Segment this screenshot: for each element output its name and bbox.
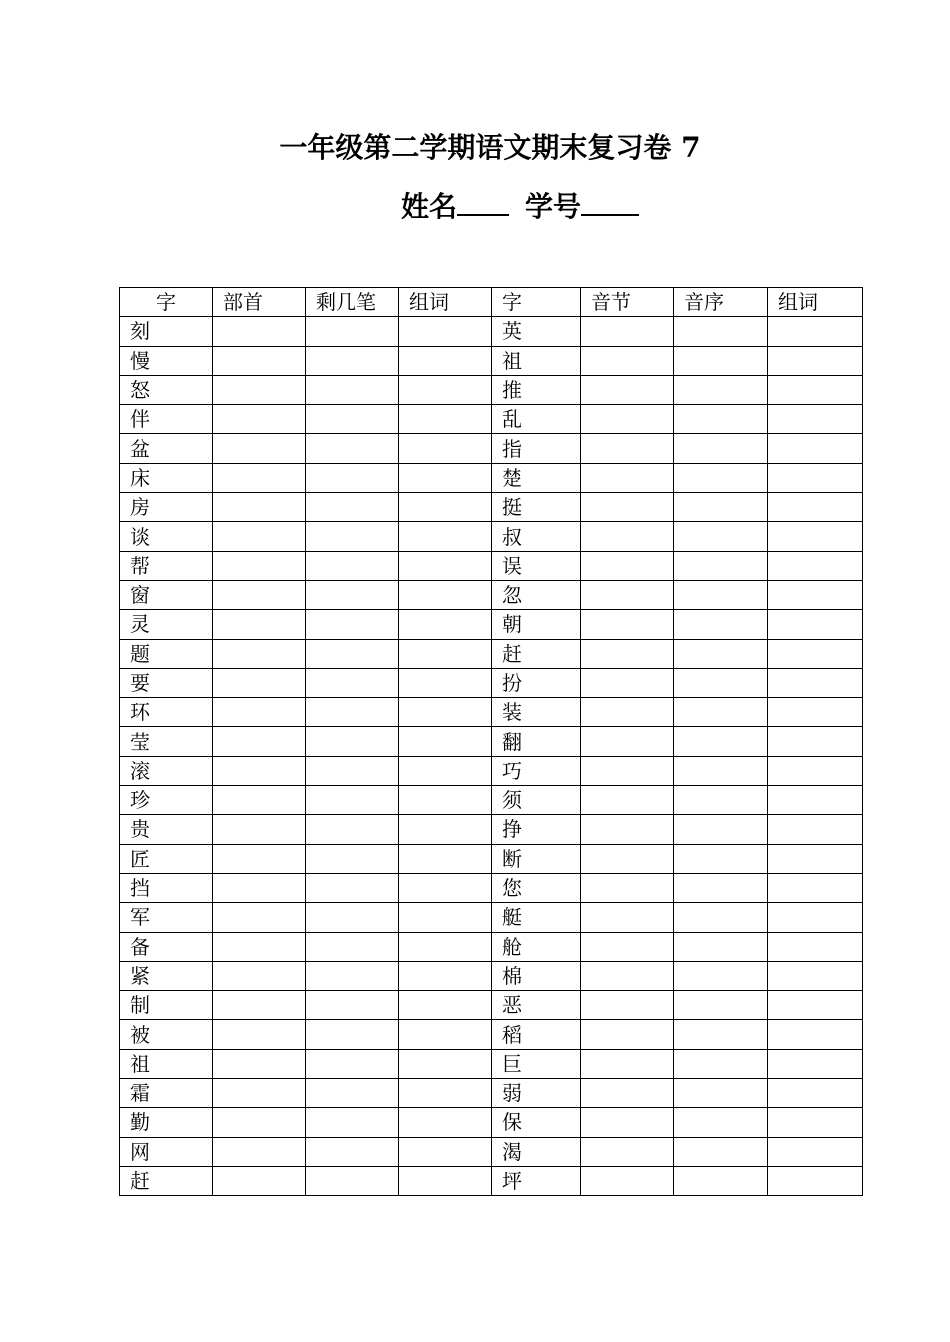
char-left-cell: 房 (120, 493, 213, 522)
char-left-cell: 帮 (120, 551, 213, 580)
remaining-strokes-cell[interactable] (306, 873, 399, 902)
syllable-cell[interactable] (581, 580, 674, 609)
word-left-cell[interactable] (399, 317, 492, 346)
remaining-strokes-cell[interactable] (306, 961, 399, 990)
initial-cell[interactable] (674, 815, 768, 844)
word-left-cell[interactable] (399, 727, 492, 756)
radical-cell[interactable] (213, 405, 306, 434)
word-left-cell[interactable] (399, 1166, 492, 1195)
char-right-cell: 您 (492, 873, 581, 902)
word-right-cell[interactable] (768, 1049, 863, 1078)
remaining-strokes-cell[interactable] (306, 786, 399, 815)
initial-cell[interactable] (674, 610, 768, 639)
initial-cell[interactable] (674, 844, 768, 873)
word-right-cell[interactable] (768, 1166, 863, 1195)
radical-cell[interactable] (213, 815, 306, 844)
word-right-cell[interactable] (768, 1108, 863, 1137)
table-row (120, 786, 863, 815)
table-row (120, 932, 863, 961)
char-right-cell: 叔 (492, 522, 581, 551)
word-right-cell[interactable] (768, 991, 863, 1020)
word-right-cell[interactable] (768, 698, 863, 727)
syllable-cell[interactable] (581, 991, 674, 1020)
char-right-cell: 忽 (492, 580, 581, 609)
radical-cell[interactable] (213, 493, 306, 522)
remaining-strokes-cell[interactable] (306, 610, 399, 639)
char-right-cell: 装 (492, 698, 581, 727)
word-left-cell[interactable] (399, 873, 492, 902)
table-row (120, 668, 863, 697)
remaining-strokes-cell[interactable] (306, 1108, 399, 1137)
initial-cell[interactable] (674, 317, 768, 346)
table-row (120, 1049, 863, 1078)
header-word-left: 组词 (399, 288, 492, 317)
syllable-cell[interactable] (581, 873, 674, 902)
char-left-cell: 怒 (120, 375, 213, 404)
initial-cell[interactable] (674, 551, 768, 580)
remaining-strokes-cell[interactable] (306, 1166, 399, 1195)
table-row (120, 1079, 863, 1108)
char-left-cell: 霜 (120, 1079, 213, 1108)
word-left-cell[interactable] (399, 698, 492, 727)
initial-cell[interactable] (674, 346, 768, 375)
name-blank[interactable] (457, 190, 509, 216)
char-left-cell: 伴 (120, 405, 213, 434)
remaining-strokes-cell[interactable] (306, 551, 399, 580)
word-left-cell[interactable] (399, 580, 492, 609)
word-left-cell[interactable] (399, 1108, 492, 1137)
radical-cell[interactable] (213, 317, 306, 346)
syllable-cell[interactable] (581, 727, 674, 756)
word-left-cell[interactable] (399, 1137, 492, 1166)
header-char-left: 字 (120, 288, 213, 317)
char-right-cell: 稻 (492, 1020, 581, 1049)
char-left-cell: 谈 (120, 522, 213, 551)
word-right-cell[interactable] (768, 434, 863, 463)
initial-cell[interactable] (674, 756, 768, 785)
initial-cell[interactable] (674, 1079, 768, 1108)
syllable-cell[interactable] (581, 1137, 674, 1166)
char-right-cell: 坪 (492, 1166, 581, 1195)
remaining-strokes-cell[interactable] (306, 405, 399, 434)
header-remaining-strokes: 剩几笔 (306, 288, 399, 317)
radical-cell[interactable] (213, 903, 306, 932)
word-left-cell[interactable] (399, 493, 492, 522)
syllable-cell[interactable] (581, 493, 674, 522)
character-worksheet-table (119, 287, 863, 1196)
table-row (120, 815, 863, 844)
word-right-cell[interactable] (768, 346, 863, 375)
char-left-cell: 床 (120, 463, 213, 492)
char-right-cell: 挣 (492, 815, 581, 844)
char-right-cell: 棉 (492, 961, 581, 990)
word-right-cell[interactable] (768, 522, 863, 551)
initial-cell[interactable] (674, 375, 768, 404)
initial-cell[interactable] (674, 639, 768, 668)
remaining-strokes-cell[interactable] (306, 727, 399, 756)
word-right-cell[interactable] (768, 756, 863, 785)
char-left-cell: 挡 (120, 873, 213, 902)
radical-cell[interactable] (213, 610, 306, 639)
radical-cell[interactable] (213, 991, 306, 1020)
word-left-cell[interactable] (399, 815, 492, 844)
table-row (120, 317, 863, 346)
syllable-cell[interactable] (581, 786, 674, 815)
word-right-cell[interactable] (768, 580, 863, 609)
syllable-cell[interactable] (581, 1079, 674, 1108)
student-info-line (0, 185, 950, 225)
word-right-cell[interactable] (768, 786, 863, 815)
char-right-cell: 艇 (492, 903, 581, 932)
radical-cell[interactable] (213, 1108, 306, 1137)
table-body (120, 288, 863, 1196)
word-left-cell[interactable] (399, 991, 492, 1020)
char-right-cell: 挺 (492, 493, 581, 522)
char-left-cell: 网 (120, 1137, 213, 1166)
table-row (120, 522, 863, 551)
char-left-cell: 灵 (120, 610, 213, 639)
table-row (120, 405, 863, 434)
table-row (120, 961, 863, 990)
radical-cell[interactable] (213, 1020, 306, 1049)
remaining-strokes-cell[interactable] (306, 698, 399, 727)
table-row (120, 551, 863, 580)
table-row (120, 1137, 863, 1166)
word-left-cell[interactable] (399, 346, 492, 375)
word-left-cell[interactable] (399, 1049, 492, 1078)
char-right-cell: 翻 (492, 727, 581, 756)
word-left-cell[interactable] (399, 668, 492, 697)
initial-cell[interactable] (674, 434, 768, 463)
table-row (120, 844, 863, 873)
char-left-cell: 备 (120, 932, 213, 961)
remaining-strokes-cell[interactable] (306, 375, 399, 404)
initial-cell[interactable] (674, 961, 768, 990)
char-right-cell: 保 (492, 1108, 581, 1137)
char-left-cell: 制 (120, 991, 213, 1020)
radical-cell[interactable] (213, 786, 306, 815)
word-left-cell[interactable] (399, 434, 492, 463)
char-right-cell: 楚 (492, 463, 581, 492)
char-left-cell: 勤 (120, 1108, 213, 1137)
table-row (120, 1020, 863, 1049)
table-row (120, 698, 863, 727)
word-right-cell[interactable] (768, 1137, 863, 1166)
table-row (120, 873, 863, 902)
remaining-strokes-cell[interactable] (306, 434, 399, 463)
radical-cell[interactable] (213, 434, 306, 463)
char-left-cell: 环 (120, 698, 213, 727)
header-initial: 音序 (674, 288, 768, 317)
initial-cell[interactable] (674, 1049, 768, 1078)
word-right-cell[interactable] (768, 405, 863, 434)
header-word-right: 组词 (768, 288, 863, 317)
remaining-strokes-cell[interactable] (306, 317, 399, 346)
initial-cell[interactable] (674, 463, 768, 492)
word-right-cell[interactable] (768, 903, 863, 932)
char-left-cell: 祖 (120, 1049, 213, 1078)
page-title: 一年级第二学期语文期末复习卷 7 (279, 131, 701, 164)
initial-cell[interactable] (674, 1137, 768, 1166)
initial-cell[interactable] (674, 1166, 768, 1195)
remaining-strokes-cell[interactable] (306, 346, 399, 375)
radical-cell[interactable] (213, 756, 306, 785)
initial-cell[interactable] (674, 580, 768, 609)
radical-cell[interactable] (213, 463, 306, 492)
word-left-cell[interactable] (399, 522, 492, 551)
remaining-strokes-cell[interactable] (306, 1137, 399, 1166)
radical-cell[interactable] (213, 375, 306, 404)
syllable-cell[interactable] (581, 522, 674, 551)
word-left-cell[interactable] (399, 903, 492, 932)
word-right-cell[interactable] (768, 375, 863, 404)
radical-cell[interactable] (213, 346, 306, 375)
char-right-cell: 断 (492, 844, 581, 873)
char-left-cell: 要 (120, 668, 213, 697)
number-blank[interactable] (581, 190, 639, 216)
radical-cell[interactable] (213, 727, 306, 756)
syllable-cell[interactable] (581, 639, 674, 668)
syllable-cell[interactable] (581, 375, 674, 404)
header-radical: 部首 (213, 288, 306, 317)
header-char-right: 字 (492, 288, 581, 317)
remaining-strokes-cell[interactable] (306, 991, 399, 1020)
radical-cell[interactable] (213, 1137, 306, 1166)
syllable-cell[interactable] (581, 698, 674, 727)
word-right-cell[interactable] (768, 961, 863, 990)
number-label: 学号 (525, 190, 582, 223)
word-left-cell[interactable] (399, 756, 492, 785)
syllable-cell[interactable] (581, 756, 674, 785)
word-right-cell[interactable] (768, 727, 863, 756)
word-left-cell[interactable] (399, 786, 492, 815)
word-right-cell[interactable] (768, 873, 863, 902)
remaining-strokes-cell[interactable] (306, 903, 399, 932)
syllable-cell[interactable] (581, 815, 674, 844)
table-row (120, 727, 863, 756)
table-row (120, 375, 863, 404)
word-right-cell[interactable] (768, 610, 863, 639)
initial-cell[interactable] (674, 873, 768, 902)
word-left-cell[interactable] (399, 844, 492, 873)
char-right-cell: 朝 (492, 610, 581, 639)
name-label: 姓名 (400, 190, 457, 223)
word-right-cell[interactable] (768, 639, 863, 668)
char-left-cell: 贵 (120, 815, 213, 844)
remaining-strokes-cell[interactable] (306, 1079, 399, 1108)
radical-cell[interactable] (213, 844, 306, 873)
word-right-cell[interactable] (768, 551, 863, 580)
syllable-cell[interactable] (581, 551, 674, 580)
radical-cell[interactable] (213, 1166, 306, 1195)
remaining-strokes-cell[interactable] (306, 932, 399, 961)
table-header-row (120, 288, 863, 317)
char-right-cell: 巨 (492, 1049, 581, 1078)
syllable-cell[interactable] (581, 844, 674, 873)
table-row (120, 991, 863, 1020)
word-left-cell[interactable] (399, 639, 492, 668)
word-right-cell[interactable] (768, 668, 863, 697)
char-right-cell: 恶 (492, 991, 581, 1020)
word-right-cell[interactable] (768, 317, 863, 346)
table-row (120, 756, 863, 785)
char-left-cell: 珍 (120, 786, 213, 815)
remaining-strokes-cell[interactable] (306, 580, 399, 609)
radical-cell[interactable] (213, 698, 306, 727)
char-left-cell: 窗 (120, 580, 213, 609)
char-left-cell: 刻 (120, 317, 213, 346)
syllable-cell[interactable] (581, 610, 674, 639)
char-right-cell: 弱 (492, 1079, 581, 1108)
header-syllable: 音节 (581, 288, 674, 317)
char-right-cell: 舱 (492, 932, 581, 961)
table-row (120, 434, 863, 463)
char-right-cell: 渴 (492, 1137, 581, 1166)
char-right-cell: 祖 (492, 346, 581, 375)
remaining-strokes-cell[interactable] (306, 522, 399, 551)
syllable-cell[interactable] (581, 961, 674, 990)
table-row (120, 1166, 863, 1195)
syllable-cell[interactable] (581, 1166, 674, 1195)
remaining-strokes-cell[interactable] (306, 1020, 399, 1049)
syllable-cell[interactable] (581, 1049, 674, 1078)
char-left-cell: 赶 (120, 1166, 213, 1195)
char-left-cell: 被 (120, 1020, 213, 1049)
word-right-cell[interactable] (768, 815, 863, 844)
word-right-cell[interactable] (768, 932, 863, 961)
char-left-cell: 军 (120, 903, 213, 932)
remaining-strokes-cell[interactable] (306, 815, 399, 844)
radical-cell[interactable] (213, 961, 306, 990)
char-right-cell: 巧 (492, 756, 581, 785)
initial-cell[interactable] (674, 522, 768, 551)
radical-cell[interactable] (213, 639, 306, 668)
word-right-cell[interactable] (768, 1079, 863, 1108)
syllable-cell[interactable] (581, 434, 674, 463)
word-right-cell[interactable] (768, 1020, 863, 1049)
char-right-cell: 推 (492, 375, 581, 404)
remaining-strokes-cell[interactable] (306, 639, 399, 668)
syllable-cell[interactable] (581, 668, 674, 697)
word-left-cell[interactable] (399, 405, 492, 434)
remaining-strokes-cell[interactable] (306, 463, 399, 492)
remaining-strokes-cell[interactable] (306, 1049, 399, 1078)
word-left-cell[interactable] (399, 932, 492, 961)
table-row (120, 346, 863, 375)
char-left-cell: 慢 (120, 346, 213, 375)
word-right-cell[interactable] (768, 493, 863, 522)
initial-cell[interactable] (674, 668, 768, 697)
initial-cell[interactable] (674, 1020, 768, 1049)
initial-cell[interactable] (674, 1108, 768, 1137)
radical-cell[interactable] (213, 1049, 306, 1078)
remaining-strokes-cell[interactable] (306, 493, 399, 522)
word-left-cell[interactable] (399, 961, 492, 990)
char-right-cell: 乱 (492, 405, 581, 434)
table-row (120, 580, 863, 609)
char-right-cell: 英 (492, 317, 581, 346)
char-left-cell: 紧 (120, 961, 213, 990)
syllable-cell[interactable] (581, 903, 674, 932)
remaining-strokes-cell[interactable] (306, 844, 399, 873)
char-right-cell: 指 (492, 434, 581, 463)
initial-cell[interactable] (674, 991, 768, 1020)
table-row (120, 639, 863, 668)
radical-cell[interactable] (213, 522, 306, 551)
syllable-cell[interactable] (581, 1108, 674, 1137)
radical-cell[interactable] (213, 551, 306, 580)
table-row (120, 493, 863, 522)
word-left-cell[interactable] (399, 1079, 492, 1108)
char-left-cell: 滚 (120, 756, 213, 785)
word-left-cell[interactable] (399, 551, 492, 580)
word-right-cell[interactable] (768, 844, 863, 873)
radical-cell[interactable] (213, 873, 306, 902)
remaining-strokes-cell[interactable] (306, 756, 399, 785)
radical-cell[interactable] (213, 1079, 306, 1108)
syllable-cell[interactable] (581, 405, 674, 434)
initial-cell[interactable] (674, 727, 768, 756)
initial-cell[interactable] (674, 698, 768, 727)
word-left-cell[interactable] (399, 610, 492, 639)
word-left-cell[interactable] (399, 463, 492, 492)
radical-cell[interactable] (213, 580, 306, 609)
char-left-cell: 盆 (120, 434, 213, 463)
initial-cell[interactable] (674, 786, 768, 815)
char-right-cell: 须 (492, 786, 581, 815)
char-left-cell: 匠 (120, 844, 213, 873)
word-left-cell[interactable] (399, 375, 492, 404)
remaining-strokes-cell[interactable] (306, 668, 399, 697)
char-left-cell: 题 (120, 639, 213, 668)
radical-cell[interactable] (213, 668, 306, 697)
table-row (120, 463, 863, 492)
word-left-cell[interactable] (399, 1020, 492, 1049)
initial-cell[interactable] (674, 903, 768, 932)
char-left-cell: 莹 (120, 727, 213, 756)
table-row (120, 1108, 863, 1137)
syllable-cell[interactable] (581, 317, 674, 346)
syllable-cell[interactable] (581, 346, 674, 375)
char-right-cell: 误 (492, 551, 581, 580)
radical-cell[interactable] (213, 932, 306, 961)
initial-cell[interactable] (674, 493, 768, 522)
initial-cell[interactable] (674, 932, 768, 961)
syllable-cell[interactable] (581, 932, 674, 961)
syllable-cell[interactable] (581, 1020, 674, 1049)
syllable-cell[interactable] (581, 463, 674, 492)
char-right-cell: 扮 (492, 668, 581, 697)
char-right-cell: 赶 (492, 639, 581, 668)
table-row (120, 610, 863, 639)
initial-cell[interactable] (674, 405, 768, 434)
table-row (120, 903, 863, 932)
word-right-cell[interactable] (768, 463, 863, 492)
